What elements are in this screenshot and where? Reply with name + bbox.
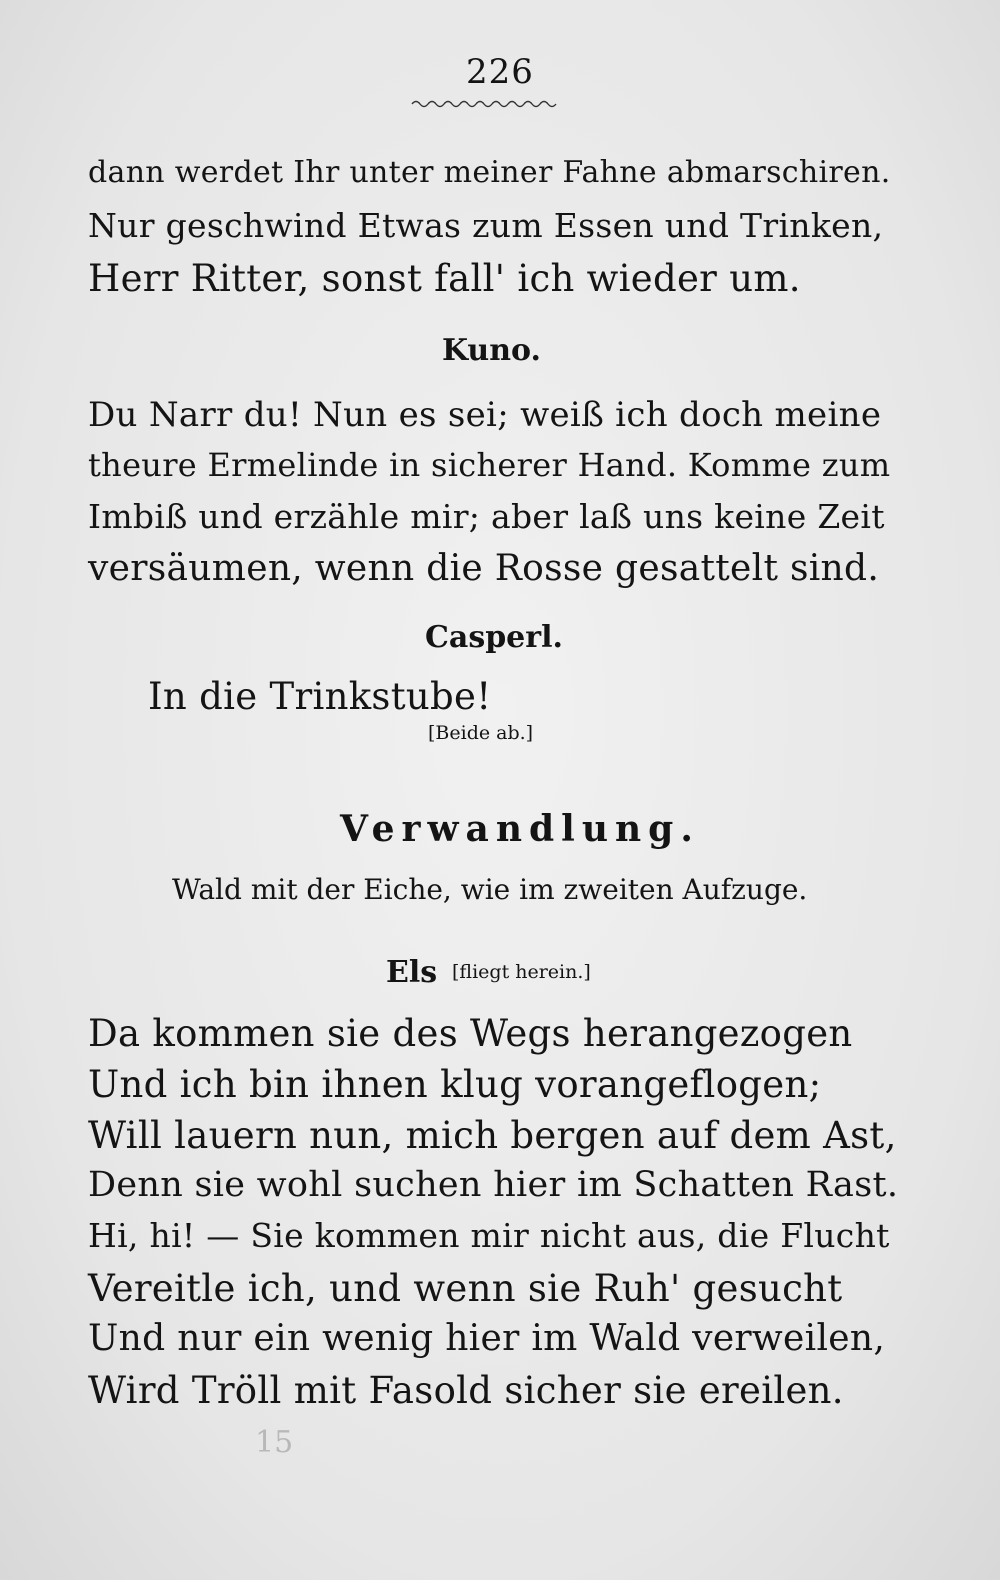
text-line: dann werdet Ihr unter meiner Fahne abmarschiren.	[88, 155, 891, 190]
verse-line: Will lauern nun, mich bergen auf dem Ast,	[88, 1114, 897, 1157]
verse-line: Hi, hi! — Sie kommen mir nicht aus, die Flucht	[88, 1216, 890, 1255]
stage-direction: [Beide ab.]	[428, 722, 534, 744]
speaker-casperl: Casperl.	[425, 620, 563, 655]
verse-line: Vereitle ich, und wenn sie Ruh' gesucht	[88, 1267, 843, 1310]
verse-line: Da kommen sie des Wegs herangezogen	[88, 1012, 853, 1055]
page-signature: 15	[255, 1425, 294, 1460]
verse-line: Und ich bin ihnen klug vorangeflogen;	[88, 1063, 822, 1106]
verse-line: Wird Tröll mit Fasold sicher sie ereilen.	[88, 1369, 844, 1412]
text-line: Du Narr du! Nun es sei; weiß ich doch meine	[88, 395, 882, 435]
ornamental-rule	[410, 98, 560, 110]
text-line: Nur geschwind Etwas zum Essen und Trinken,	[88, 206, 884, 245]
scene-description: Wald mit der Eiche, wie im zweiten Aufzuge.	[172, 873, 808, 906]
speaker-kuno: Kuno.	[442, 333, 541, 368]
text-line: theure Ermelinde in sicherer Hand. Komme zum	[88, 446, 891, 484]
page-number: 226	[466, 52, 534, 92]
scene-title: Verwandlung.	[340, 808, 700, 850]
text-line: In die Trinkstube!	[148, 675, 492, 718]
verse-line: Und nur ein wenig hier im Wald verweilen,	[88, 1318, 886, 1359]
text-line: Herr Ritter, sonst fall' ich wieder um.	[88, 257, 801, 300]
speaker-els: Els	[386, 955, 438, 990]
text-line: versäumen, wenn die Rosse gesattelt sind.	[88, 548, 880, 589]
verse-line: Denn sie wohl suchen hier im Schatten Rast.	[88, 1165, 899, 1205]
text-line: Imbiß und erzähle mir; aber laß uns keine Zeit	[88, 497, 885, 536]
stage-direction: [fliegt herein.]	[452, 961, 591, 983]
